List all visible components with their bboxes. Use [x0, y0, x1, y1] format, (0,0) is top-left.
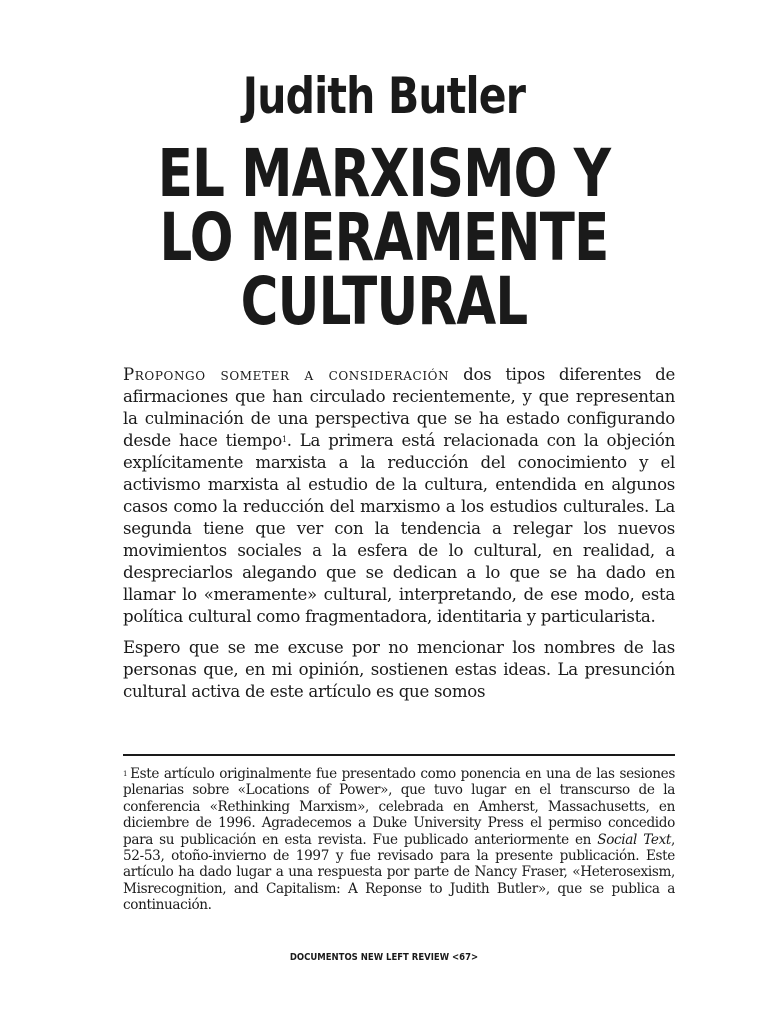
- footnote-reference: 1: [281, 435, 287, 444]
- paragraph-1-text-b: . La primera está relacionada con la objeción explícitamente marxista a la reducción del conocimiento y el activismo marxista al estudio de la cultura, entendida en algunos casos como la reducción del marxismo a los estudios culturales. La segunda tiene que ver con la tendencia a relegar los nuevos movimientos sociales a la esfera de lo cultural, en realidad, a despreciarlos alegando que se dedican a lo que se ha dado en llamar lo «meramente» cultural, interpretando, de ese modo, esta política cultural como fragmentadora, identitaria y particularista.: [123, 431, 675, 626]
- paragraph-lead-in: Propongo someter a consideración: [123, 365, 450, 384]
- footnote-text-b: , 52-53, otoño-invierno de 1997 y fue revisado para la presente publicación. Este artículo ha dado lugar a una respuesta por parte de Nancy Fraser, «Heterosexism, Misrecognition, and Capitalism: A Reponse to Judith Butler», que se publica a continuación.: [123, 831, 675, 914]
- article-body: [123, 364, 675, 712]
- footnote-mark: 1: [123, 770, 128, 778]
- paragraph-1-text-a: dos tipos diferentes de afirmaciones que han circulado recientemente, y que representan la culminación de una perspectiva que se ha estado configurando desde hace tiempo: [123, 365, 675, 450]
- title-line-1: EL MARXISMO Y: [157, 135, 611, 212]
- running-footer: DOCUMENTOS NEW LEFT REVIEW <67>: [289, 952, 479, 963]
- article-title: [84, 135, 683, 340]
- footnote-text-a: Este artículo originalmente fue presentado como ponencia en una de las sesiones plenarias sobre «Locations of Power», que tuvo lugar en el transcurso de la conferencia «Rethinking Marxism», celebrada en Amherst, Massachusetts, en diciembre de 1996. Agradecemos a Duke University Press el permiso concedido para su publicación en esta revista. Fue publicado anteriormente en: [123, 766, 675, 848]
- author-name: Judith Butler: [242, 67, 526, 125]
- footnote: [123, 766, 675, 914]
- footnote-journal-title: Social Text: [597, 831, 671, 848]
- title-line-2: LO MERAMENTE: [159, 199, 609, 276]
- title-line-3: CULTURAL: [240, 263, 528, 340]
- footnote-divider: [123, 754, 675, 756]
- paragraph-2: Espero que se me excuse por no mencionar los nombres de las personas que, en mi opinión, sostienen estas ideas. La presunción cultural activa de este artículo es que somos: [123, 638, 675, 701]
- paragraph-1: [123, 364, 675, 628]
